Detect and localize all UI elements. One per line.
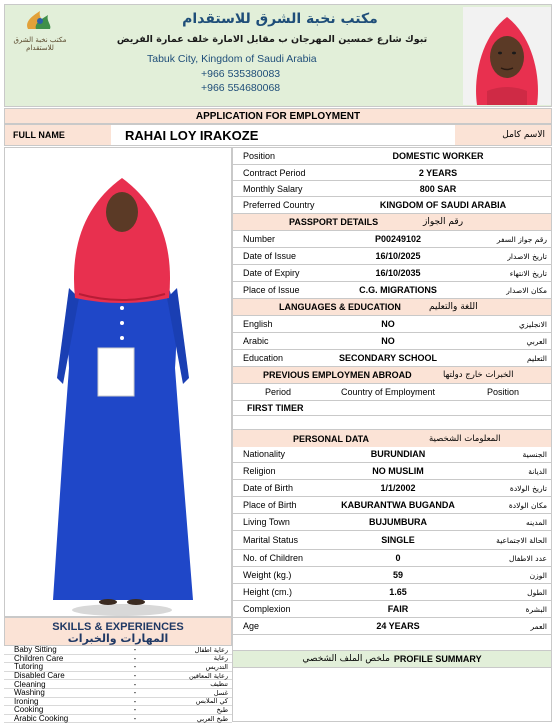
skill-label-ar: كي الملابس xyxy=(195,697,228,706)
personal-label-ar: الحالة الاجتماعية xyxy=(496,535,547,545)
personal-value: BUJUMBURA xyxy=(369,517,427,527)
passport-row xyxy=(233,264,551,281)
job-row xyxy=(233,180,551,196)
skill-value: - xyxy=(133,662,137,672)
address-en: Tabuk City, Kingdom of Saudi Arabia xyxy=(147,53,317,65)
skill-label: Disabled Care xyxy=(14,671,65,681)
passport-row xyxy=(233,247,551,264)
personal-row xyxy=(232,531,552,550)
passport-label: Date of Expiry xyxy=(243,268,300,278)
personal-value: 59 xyxy=(392,570,403,580)
skill-label-ar: التدريس xyxy=(205,662,228,671)
skill-label-ar: غسل xyxy=(213,688,228,697)
personal-label: Nationality xyxy=(243,449,286,459)
personal-value: SINGLE xyxy=(381,535,415,545)
profile-summary-title: PROFILE SUMMARY xyxy=(393,654,482,664)
abroad-col-period: Period xyxy=(264,387,291,397)
personal-label-ar: العمر xyxy=(530,621,547,631)
abroad-title-ar: الخبرات خارج دولتها xyxy=(443,370,514,380)
phone-2: +966 554680068 xyxy=(201,82,281,94)
abroad-title: PREVIOUS EMPLOYMEN ABROAD xyxy=(263,370,412,380)
abroad-first-timer: FIRST TIMER xyxy=(247,403,304,413)
abroad-section-header xyxy=(233,366,551,383)
language-row xyxy=(233,332,551,349)
skill-label: Ironing xyxy=(14,696,39,706)
passport-row xyxy=(233,230,551,247)
personal-label: Marital Status xyxy=(243,535,299,545)
personal-label: Complexion xyxy=(243,604,291,614)
personal-data-rows xyxy=(232,446,552,650)
personal-value: 24 YEARS xyxy=(376,621,420,631)
passport-label: Place of Issue xyxy=(243,285,300,295)
job-label: Monthly Salary xyxy=(243,183,303,194)
personal-value: FAIR xyxy=(387,604,409,614)
skill-label-ar: طبخ العربي xyxy=(196,714,228,723)
passport-value: 16/10/2035 xyxy=(375,268,421,278)
personal-value: NO MUSLIM xyxy=(372,466,424,476)
skill-label-ar: طبخ xyxy=(216,705,228,714)
languages-title-ar: اللغة والتعليم xyxy=(429,302,478,312)
personal-row xyxy=(232,446,552,463)
skill-label-ar: رعاية اطفال xyxy=(194,645,228,654)
personal-row xyxy=(232,584,552,601)
passport-label-ar: رقم جواز السفر xyxy=(496,234,547,244)
skill-value: - xyxy=(133,671,137,681)
skill-label: Arabic Cooking xyxy=(14,714,69,724)
personal-label-ar: مكان الولادة xyxy=(508,500,547,510)
personal-row xyxy=(232,480,552,497)
language-value: NO xyxy=(381,336,395,346)
personal-label: Religion xyxy=(243,466,276,476)
language-label-ar: التعليم xyxy=(527,353,547,363)
profile-summary-header xyxy=(232,650,552,668)
skill-value: - xyxy=(133,705,137,715)
skills-rows xyxy=(4,646,232,724)
full-name-value: RAHAI LOY IRAKOZE xyxy=(125,127,259,143)
personal-label: Age xyxy=(243,621,260,631)
language-label-ar: الانجليزي xyxy=(518,319,547,329)
full-body-photo xyxy=(4,147,232,617)
address-ar: تبوك شارع خمسين المهرجان ب مقابل الامارة خلف عمارة الفريض xyxy=(116,34,428,45)
personal-label: Height (cm.) xyxy=(243,587,293,597)
job-row xyxy=(233,164,551,180)
personal-label-ar: الجنسية xyxy=(522,449,547,459)
office-logo xyxy=(9,9,71,53)
phone-1: +966 535380083 xyxy=(201,68,281,80)
languages-title: LANGUAGES & EDUCATION xyxy=(279,302,401,312)
skill-label: Washing xyxy=(14,688,45,698)
passport-label-ar: مكان الاصدار xyxy=(506,285,547,295)
personal-title: PERSONAL DATA xyxy=(293,433,370,444)
personal-value: 1.65 xyxy=(389,587,407,597)
personal-row xyxy=(232,463,552,480)
personal-row xyxy=(232,567,552,584)
personal-label-ar: تاريخ الولادة xyxy=(509,483,547,493)
personal-title-ar: المعلومات الشخصية xyxy=(429,433,501,444)
passport-label-ar: تاريخ الاصدار xyxy=(507,251,547,261)
personal-value: BURUNDIAN xyxy=(370,449,426,459)
language-value: NO xyxy=(381,319,395,329)
personal-label: Living Town xyxy=(243,517,290,527)
job-value: 2 YEARS xyxy=(418,167,458,178)
job-row xyxy=(233,148,551,164)
personal-label: No. of Children xyxy=(243,553,304,563)
profile-summary-body xyxy=(232,668,552,722)
language-label: Arabic xyxy=(243,336,269,346)
skills-section-header xyxy=(4,617,232,646)
job-label: Position xyxy=(243,151,276,161)
headshot-photo xyxy=(463,7,551,105)
passport-value: C.G. MIGRATIONS xyxy=(359,285,437,295)
office-title-ar: مكتب نخبة الشرق للاستقدام xyxy=(182,11,378,27)
skill-label-ar: تنظيف xyxy=(210,680,228,689)
passport-title-ar: رقم الجواز xyxy=(423,217,464,227)
job-row xyxy=(233,196,551,213)
skill-value: - xyxy=(133,653,137,663)
abroad-row xyxy=(233,415,551,429)
abroad-row xyxy=(233,400,551,415)
job-label: Preferred Country xyxy=(243,200,315,210)
personal-label: Date of Birth xyxy=(243,483,294,493)
personal-section-header xyxy=(233,429,551,447)
personal-row xyxy=(232,618,552,635)
skill-label: Tutoring xyxy=(14,662,44,672)
skills-title-ar: المهارات والخبرات xyxy=(67,632,169,645)
skill-label: Baby Sitting xyxy=(14,645,57,655)
personal-label-ar: المدينه xyxy=(525,517,547,527)
language-label: Education xyxy=(243,353,284,363)
abroad-col-country: Country of Employment xyxy=(340,387,436,397)
abroad-col-position: Position xyxy=(486,387,520,397)
header xyxy=(4,4,552,107)
personal-label-ar: الوزن xyxy=(529,570,547,580)
personal-row xyxy=(232,601,552,618)
personal-row xyxy=(232,550,552,567)
full-name-label-ar: الاسم كامل xyxy=(455,125,551,145)
personal-value: KABURANTWA BUGANDA xyxy=(341,500,455,510)
full-name-row xyxy=(4,124,552,146)
skill-label-ar: رعاية المعاقين xyxy=(188,671,228,680)
skill-value: - xyxy=(133,679,137,689)
skill-label: Cleaning xyxy=(14,679,46,689)
personal-label-ar: البشرة xyxy=(525,604,547,614)
profile-summary-title-ar: ملخص الملف الشخصي xyxy=(302,654,390,664)
passport-section-header xyxy=(233,213,551,230)
skill-label: Cooking xyxy=(14,705,44,715)
skill-row xyxy=(4,715,232,724)
full-name-label: FULL NAME xyxy=(5,125,111,145)
skills-title: SKILLS & EXPERIENCES xyxy=(52,621,184,633)
job-value: DOMESTIC WORKER xyxy=(392,151,484,161)
passport-label-ar: تاريخ الانتهاء xyxy=(509,268,547,278)
languages-section-header xyxy=(233,298,551,315)
job-value: KINGDOM OF SAUDI ARABIA xyxy=(379,200,507,210)
skill-value: - xyxy=(133,696,137,706)
personal-label-ar: الطول xyxy=(527,587,547,597)
passport-value: P00249102 xyxy=(374,234,422,244)
passport-label: Date of Issue xyxy=(243,251,297,261)
personal-label: Weight (kg.) xyxy=(243,570,292,580)
logo-flame-icon xyxy=(20,9,60,31)
language-row xyxy=(233,349,551,366)
personal-value: 0 xyxy=(395,553,401,563)
application-title: APPLICATION FOR EMPLOYMENT xyxy=(4,108,552,124)
abroad-columns xyxy=(233,383,551,400)
language-row xyxy=(233,315,551,332)
passport-title: PASSPORT DETAILS xyxy=(289,217,379,227)
personal-label-ar: عدد الاطفال xyxy=(509,553,547,563)
language-label: English xyxy=(243,319,273,329)
logo-text: مكتب نخبة الشرق للاستقدام xyxy=(13,36,67,52)
personal-row xyxy=(232,514,552,531)
passport-value: 16/10/2025 xyxy=(375,251,421,261)
skill-value: - xyxy=(133,645,137,655)
passport-row xyxy=(233,281,551,298)
personal-label: Place of Birth xyxy=(243,500,297,510)
skill-label: Children Care xyxy=(14,653,64,663)
job-value: 800 SAR xyxy=(419,183,457,194)
personal-value: 1/1/2002 xyxy=(380,483,416,493)
passport-label: Number xyxy=(243,234,276,244)
skill-label-ar: رعاية xyxy=(213,654,228,663)
personal-label-ar: الديانة xyxy=(528,466,547,476)
job-label: Contract Period xyxy=(243,167,306,178)
personal-row xyxy=(232,497,552,514)
skill-value: - xyxy=(133,688,137,698)
skill-value: - xyxy=(133,714,137,724)
language-label-ar: العربي xyxy=(526,336,547,346)
language-value: SECONDARY SCHOOL xyxy=(338,353,437,363)
